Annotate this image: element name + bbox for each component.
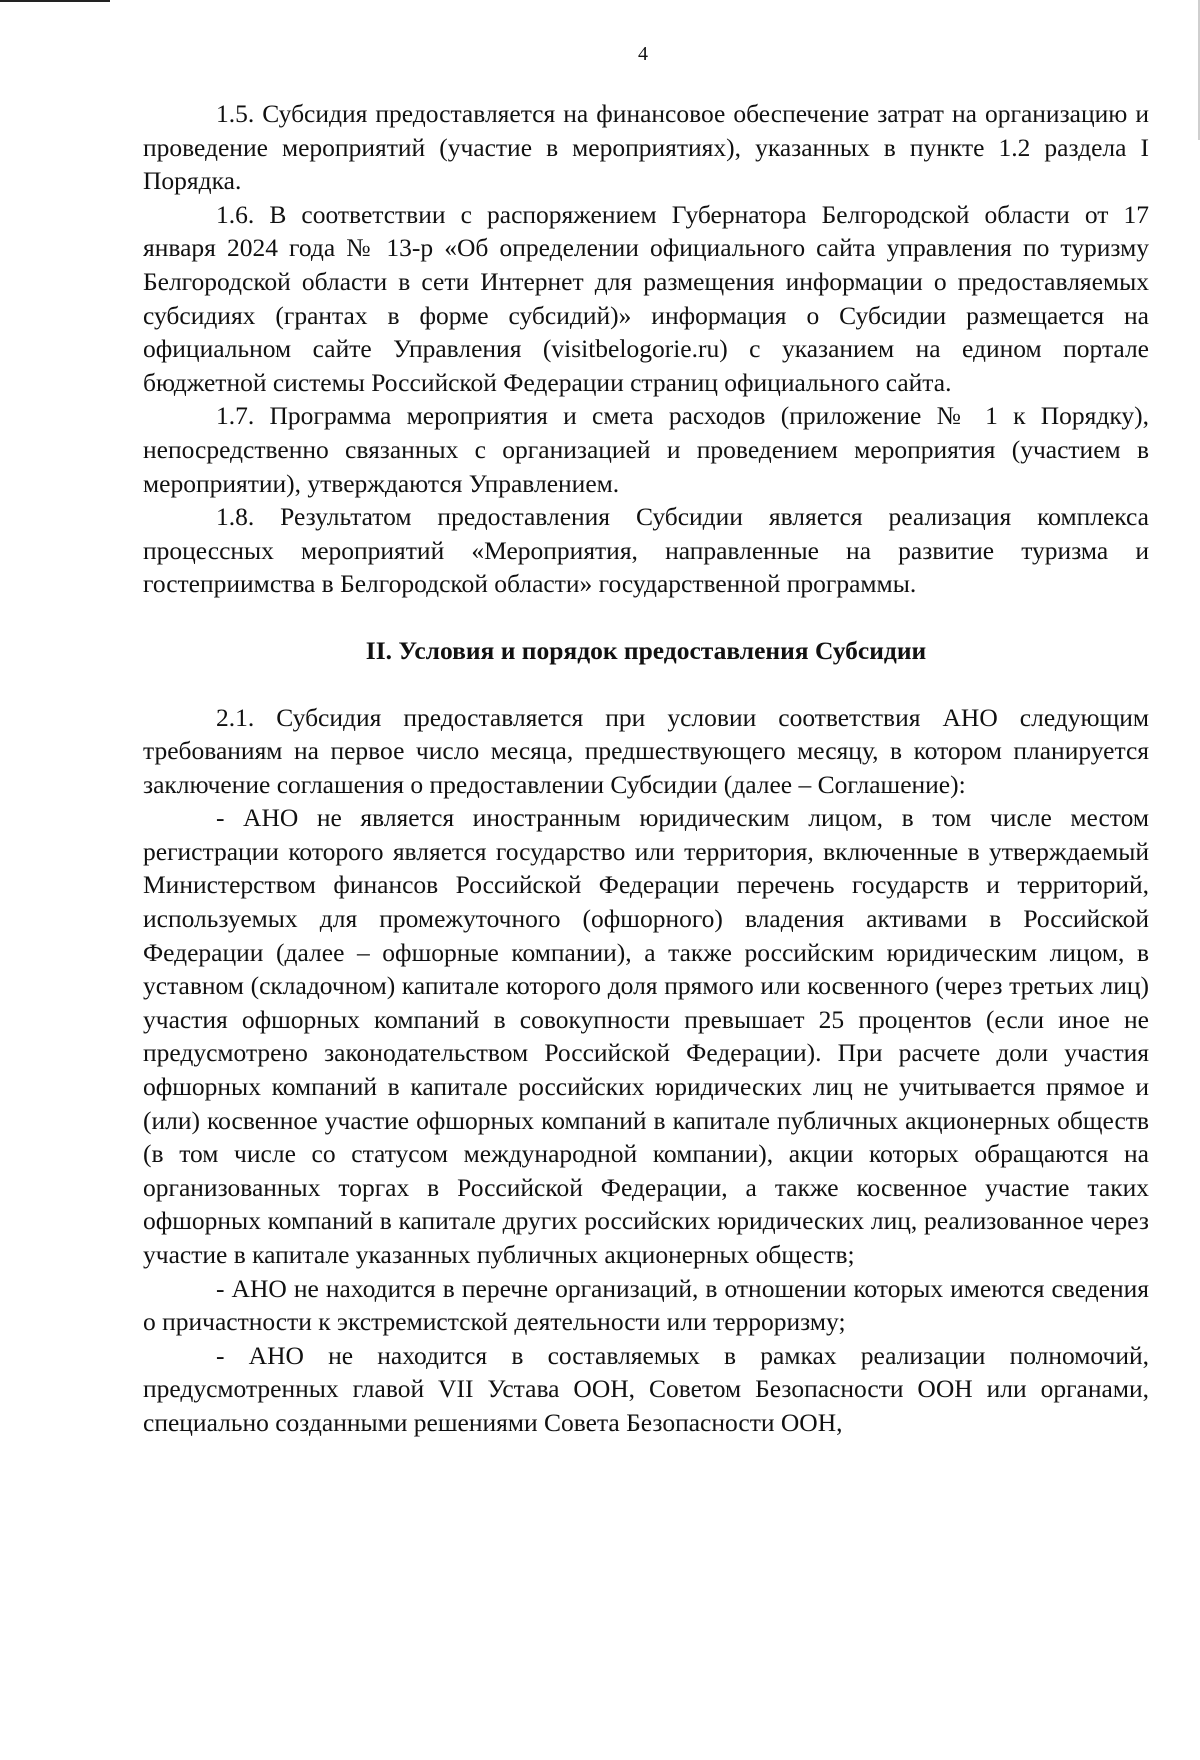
list-item-un-lists: - АНО не находится в составляемых в рамках реализации полномочий, предусмотренных главой VII Устава ООН, Советом Безопасности ООН или органами, специально созданными решениями Совета Безопасности ООН, bbox=[143, 1340, 1149, 1437]
list-item-offshore: - АНО не является иностранным юридическим лицом, в том числе местом регистрации которого является государство или территория, включенные в утверждаемый Министерством финансов Российской Федерации перечень государств и территорий, используемых для промежуточного (офшорного) владения активами в Российской Федерации (далее – офшорные компании), а также российским юридическим лицом, в уставном (складочном) капитале которого доля прямого или косвенного (через третьих лиц) участия офшорных компаний в совокупности превышает 25 процентов (если иное не предусмотрено законодательством Российской Федерации). При расчете доли участия офшорных компаний в капитале российских юридических лиц не учитывается прямое и (или) косвенное участие офшорных компаний в капитале публичных акционерных обществ (в том числе со статусом международной компании), акции которых обращаются на организованных торгах в Российской Федерации, а также косвенное участие таких офшорных компаний в капитале других российских юридических лиц, реализованное через участие в капитале указанных публичных акционерных обществ; bbox=[143, 803, 1149, 1269]
paragraph-1-5: 1.5. Субсидия предоставляется на финансовое обеспечение затрат на организацию и проведение мероприятий (участие в мероприятиях), указанных в пункте 1.2 раздела I Порядка. bbox=[143, 99, 1149, 196]
paragraph-2-1: 2.1. Субсидия предоставляется при условии соответствия АНО следующим требованиям на первое число месяца, предшествующего месяцу, в котором планируется заключение соглашения о предоставлении Субсидии (далее – Соглашение): bbox=[143, 702, 1149, 799]
section-heading: II. Условия и порядок предоставления Субсидии bbox=[365, 635, 927, 665]
list-item-extremism: - АНО не находится в перечне организаций, в отношении которых имеются сведения о причастности к экстремистской деятельности или терроризму; bbox=[143, 1273, 1149, 1337]
paragraph-1-8: 1.8. Результатом предоставления Субсидии является реализация комплекса процессных мероприятий «Мероприятия, направленные на развитие туризма и гостеприимства в Белгородской области» государственной программы. bbox=[143, 502, 1149, 599]
page-number: 4 bbox=[638, 43, 648, 65]
scan-edge-top bbox=[0, 0, 110, 2]
document-body bbox=[143, 97, 1149, 1440]
paragraph-1-6: 1.6. В соответствии с распоряжением Губернатора Белгородской области от 17 января 2024 года № 13-р «Об определении официального сайта управления по туризму Белгородской области в сети Интернет для размещения информации о предоставляемых субсидиях (грантах в форме субсидий)» информация о Субсидии размещается на официальном сайте Управления (visitbelogorie.ru) с указанием на едином портале бюджетной системы Российской Федерации страниц официального сайта. bbox=[143, 199, 1149, 397]
paragraph-1-7: 1.7. Программа мероприятия и смета расходов (приложение № 1 к Порядку), непосредственно связанных с организацией и проведением мероприятия (участием в мероприятии), утверждаются Управлением. bbox=[143, 401, 1149, 498]
